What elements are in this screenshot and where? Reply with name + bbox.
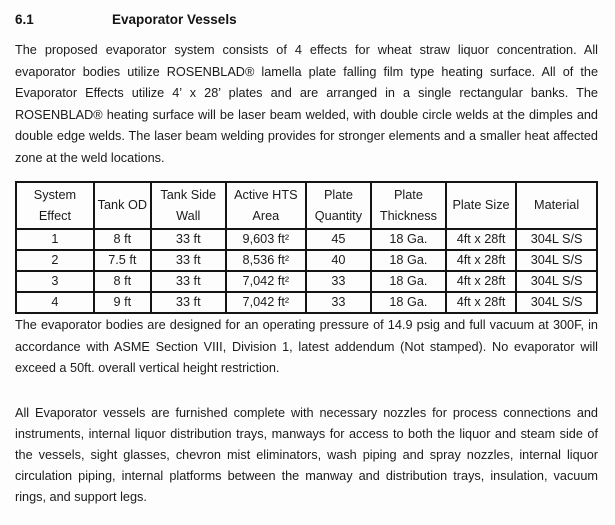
cell-active-hts-area: 8,536 ft² — [226, 250, 306, 271]
paragraph-design-pressure: The evaporator bodies are designed for an operating pressure of 14.9 psig and full vacuum at 300F, in accordance with ASME Section VIII, Division 1, latest addendum (Not stamped). No evaporator will exceed a 50ft. overall vertical height restriction. — [15, 318, 598, 375]
cell-active-hts-area: 9,603 ft² — [226, 229, 306, 250]
cell-plate-size: 4ft x 28ft — [446, 229, 516, 250]
table-row — [16, 292, 597, 313]
col-header-tank-side-wall: Tank Side Wall — [151, 182, 226, 229]
table-header-row — [16, 182, 597, 229]
col-header-plate-thickness: Plate Thickness — [371, 182, 446, 229]
cell-active-hts-area: 7,042 ft² — [226, 292, 306, 313]
cell-plate-quantity: 40 — [306, 250, 371, 271]
cell-plate-thickness: 18 Ga. — [371, 250, 446, 271]
table-row — [16, 229, 597, 250]
paragraph-intro: The proposed evaporator system consists of 4 effects for wheat straw liquor concentration. All evaporator bodies utilize ROSENBLAD® lamella plate falling film type heating surface. All of the Evaporator Effects utilize 4’ x 28’ plates and are arranged in a single rectangular banks. The ROSENBLAD® heating surface will be laser beam welded, with double circle welds at the dimples and double edge welds. The laser beam welding provides for stronger elements and a smaller heat affected zone at the weld locations. — [15, 43, 598, 165]
col-header-tank-od: Tank OD — [94, 182, 151, 229]
section-title: Evaporator Vessels — [112, 12, 237, 27]
cell-tank-side-wall: 33 ft — [151, 292, 226, 313]
col-header-system-effect: System Effect — [16, 182, 94, 229]
cell-material: 304L S/S — [516, 271, 597, 292]
section-heading — [15, 12, 598, 27]
cell-effect: 3 — [16, 271, 94, 292]
cell-plate-size: 4ft x 28ft — [446, 271, 516, 292]
cell-effect: 1 — [16, 229, 94, 250]
cell-plate-thickness: 18 Ga. — [371, 271, 446, 292]
section-number: 6.1 — [15, 12, 34, 27]
cell-material: 304L S/S — [516, 229, 597, 250]
cell-effect: 4 — [16, 292, 94, 313]
evaporator-spec-table — [15, 181, 598, 314]
cell-tank-od: 8 ft — [94, 271, 151, 292]
table-row — [16, 250, 597, 271]
col-header-plate-size: Plate Size — [446, 182, 516, 229]
cell-plate-quantity: 33 — [306, 292, 371, 313]
cell-tank-side-wall: 33 ft — [151, 250, 226, 271]
cell-plate-thickness: 18 Ga. — [371, 229, 446, 250]
cell-tank-od: 9 ft — [94, 292, 151, 313]
col-header-active-hts-area: Active HTS Area — [226, 182, 306, 229]
cell-plate-thickness: 18 Ga. — [371, 292, 446, 313]
col-header-plate-quantity: Plate Quantity — [306, 182, 371, 229]
cell-tank-od: 8 ft — [94, 229, 151, 250]
col-header-material: Material — [516, 182, 597, 229]
cell-plate-size: 4ft x 28ft — [446, 292, 516, 313]
cell-tank-side-wall: 33 ft — [151, 271, 226, 292]
cell-active-hts-area: 7,042 ft² — [226, 271, 306, 292]
paragraph-furnished: All Evaporator vessels are furnished complete with necessary nozzles for process connections and instruments, internal liquor distribution trays, manways for access to both the liquor and steam side of the vessels, sight glasses, chevron mist eliminators, wash piping and spray nozzles, internal liquor circulation piping, internal platforms between the manway and distribution trays, insulation, vacuum rings, and support legs. — [15, 405, 598, 504]
cell-tank-od: 7.5 ft — [94, 250, 151, 271]
cell-plate-quantity: 45 — [306, 229, 371, 250]
cell-plate-size: 4ft x 28ft — [446, 250, 516, 271]
cell-material: 304L S/S — [516, 250, 597, 271]
table-row — [16, 271, 597, 292]
cell-material: 304L S/S — [516, 292, 597, 313]
cell-plate-quantity: 33 — [306, 271, 371, 292]
cell-tank-side-wall: 33 ft — [151, 229, 226, 250]
cell-effect: 2 — [16, 250, 94, 271]
